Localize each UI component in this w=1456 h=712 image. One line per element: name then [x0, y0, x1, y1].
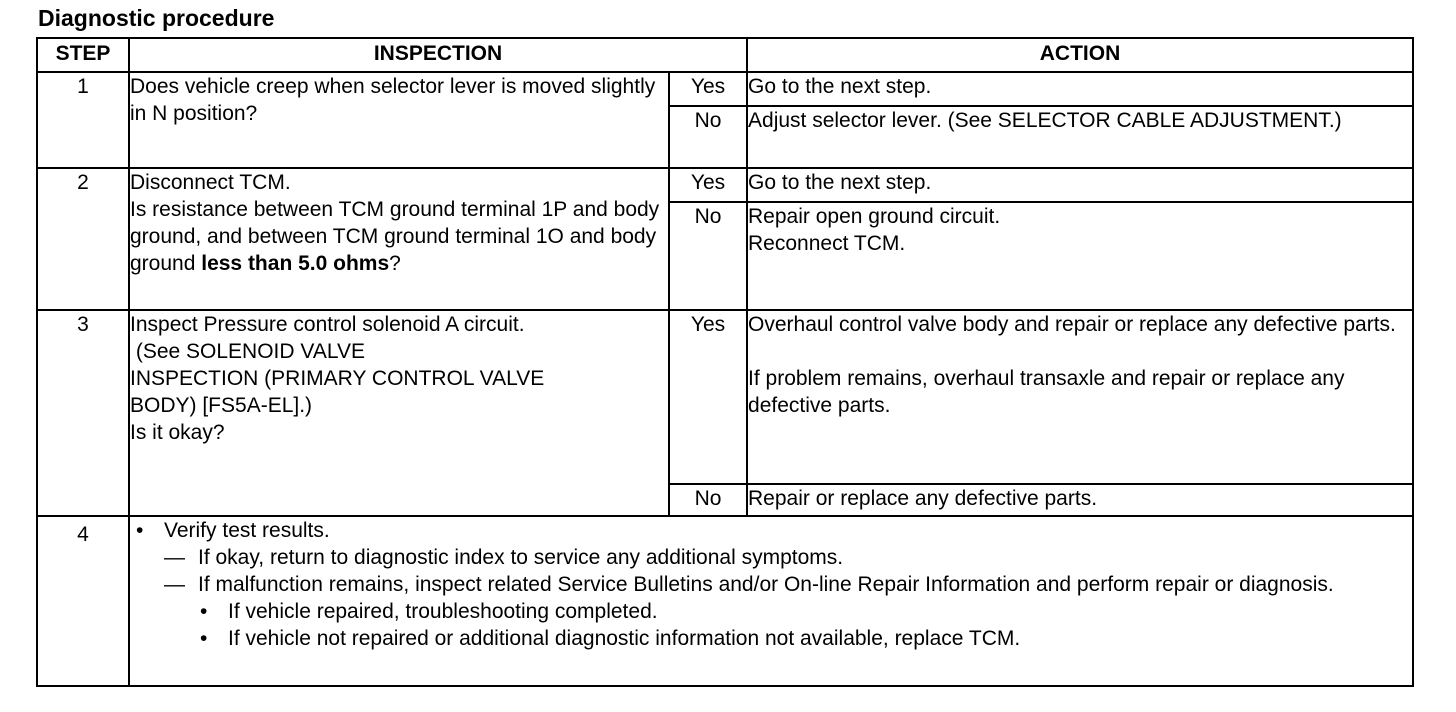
step-3-yes-row	[37, 310, 1413, 484]
header-action: ACTION	[747, 38, 1413, 72]
verify-sub-bullet: • If vehicle repaired, troubleshooting completed.	[130, 598, 1412, 625]
action-text: Repair open ground circuit.	[748, 205, 1001, 228]
step-3-no-action: Repair or replace any defective parts.	[747, 484, 1413, 516]
step-number: 1	[37, 72, 129, 168]
step-number: 4	[37, 516, 129, 686]
inspection-text: Is resistance between TCM ground terminal 1P and body ground, and between TCM ground terminal 1O and body ground	[130, 198, 660, 275]
inspection-text: (See SOLENOID VALVE	[130, 340, 365, 363]
diagnostic-table	[36, 37, 1414, 687]
page-title: Diagnostic procedure	[38, 5, 275, 31]
yes-label: Yes	[669, 72, 747, 106]
step-1-inspection	[129, 72, 669, 168]
action-text: Reconnect TCM.	[748, 232, 906, 255]
step-number: 3	[37, 310, 129, 516]
yes-label: Yes	[669, 168, 747, 202]
header-row	[37, 38, 1413, 72]
inspection-text: Does vehicle creep when selector lever is moved slightly in N position?	[130, 75, 656, 125]
no-label: No	[669, 106, 747, 168]
step-number: 2	[37, 168, 129, 310]
step-2-yes-row	[37, 168, 1413, 202]
step-2-no-action	[747, 202, 1413, 310]
step-1-no-action: Adjust selector lever. (See SELECTOR CABLE ADJUSTMENT.)	[747, 106, 1413, 168]
no-label: No	[669, 484, 747, 516]
step-3-inspection	[129, 310, 669, 516]
inspection-threshold: less than 5.0 ohms	[201, 252, 390, 275]
step-1-yes-action: Go to the next step.	[747, 72, 1413, 106]
inspection-text: Inspect Pressure control solenoid A circuit.	[130, 313, 525, 336]
inspection-text: ?	[389, 252, 401, 275]
action-text: Overhaul control valve body and repair or replace any defective parts.	[748, 313, 1396, 336]
inspection-text: INSPECTION (PRIMARY CONTROL VALVE BODY) [FS5A-EL].)	[130, 367, 545, 417]
step-4-row	[37, 516, 1413, 686]
header-step: STEP	[37, 38, 129, 72]
step-3-yes-action	[747, 310, 1413, 484]
verify-dash-item: — If malfunction remains, inspect related Service Bulletins and/or On-line Repair Information and perform repair or diagnosis.	[130, 571, 1412, 598]
inspection-text: Is it okay?	[130, 421, 225, 444]
inspection-text: Disconnect TCM.	[130, 171, 291, 194]
verify-dash-item: — If okay, return to diagnostic index to service any additional symptoms.	[130, 544, 1412, 571]
step-1-yes-row	[37, 72, 1413, 106]
step-4-verify	[129, 516, 1413, 686]
header-inspection: INSPECTION	[129, 38, 747, 72]
yes-label: Yes	[669, 310, 747, 484]
verify-bullet: • Verify test results.	[130, 517, 1412, 544]
step-2-yes-action: Go to the next step.	[747, 168, 1413, 202]
step-2-inspection	[129, 168, 669, 310]
verify-sub-bullet: • If vehicle not repaired or additional diagnostic information not available, replace TCM.	[130, 625, 1412, 652]
no-label: No	[669, 202, 747, 310]
action-text: If problem remains, overhaul transaxle and repair or replace any defective parts.	[748, 367, 1345, 417]
spacer	[748, 338, 1412, 365]
